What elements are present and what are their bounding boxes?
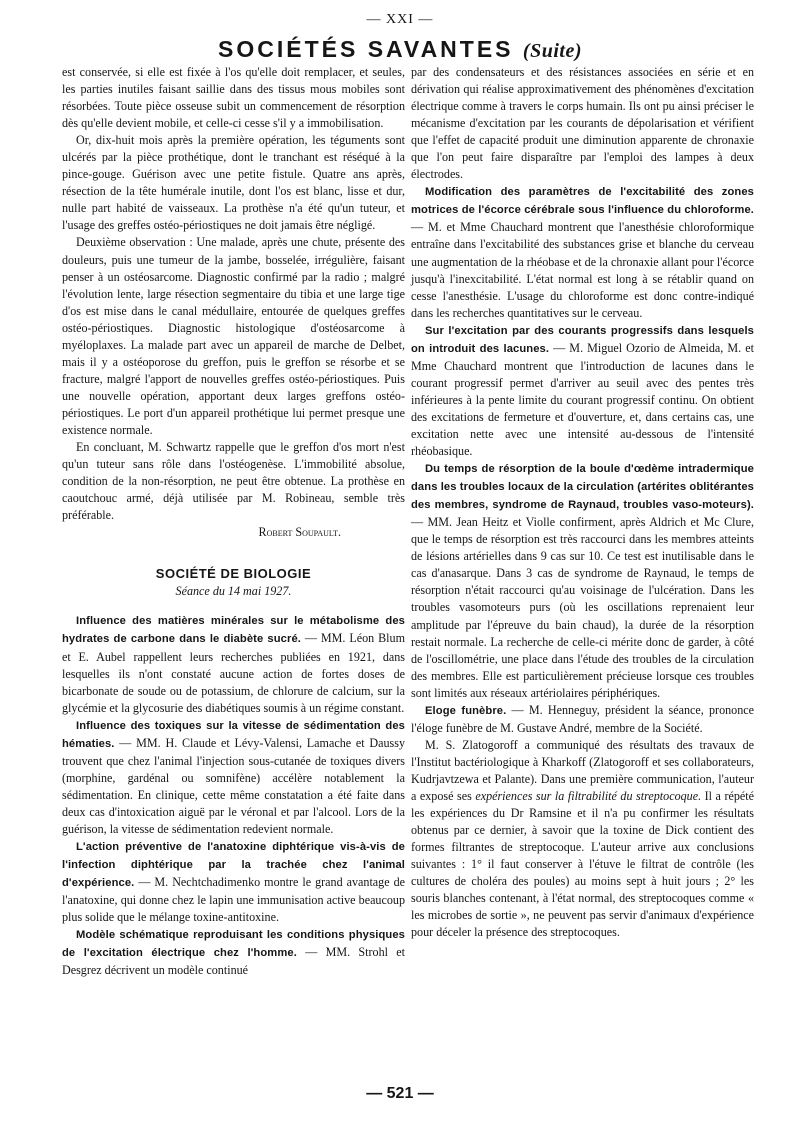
paragraph: est conservée, si elle est fixée à l'os qu'elle doit remplacer, et seules, les parties inutiles faisant saillie dans des tissus mous mobiles sont résorbées. Toute pièce osseuse subit un commencement de résorption dès qu'elle devient mobile, et celle-ci cesse s'il y a immobilisation. bbox=[62, 65, 405, 131]
abstract-heading: Eloge funèbre. bbox=[425, 704, 507, 717]
text-run: Il a répété les expériences du Dr Ramsine et il n'a pu confirmer les résultats obtenus par ce dernier, à savoir que la toxine de Dick contient des formes filtrantes de streptocoque. L'auteur arrive aux conclusions suivantes : 1° il faut conserver à l'étuve le filtrat de contrôle (les cultures de choléra des poules) au moins sept à huit jours ; 2° les souris blanches contenant, à l'état normal, des streptocoques comme « les microbes de sortie », ne peuvent pas servir d'animaux d'expérience pour déceler la présence des streptocoques. bbox=[411, 788, 754, 940]
abstract-heading: Influence des toxiques sur la vitesse de sédimentation des hématies. bbox=[62, 719, 405, 750]
italic-title: expériences sur la filtrabilité du streptocoque. bbox=[475, 788, 702, 803]
page-title bbox=[0, 36, 800, 63]
abstract-text: — MM. H. Claude et Lévy-Valensi, Lamache et Daussy trouvent que chez l'animal l'injection sous-cutanée de toxiques divers (morphine, gardénal ou somnifène) accélère notablement la sédimentation. En clinique, cette même constatation a été faite dans deux cas d'intoxication aiguë par le véronal et par l'alcool. Lors de la guérison, la vitesse de sédimentation redevient normale. bbox=[62, 735, 405, 836]
abstract-paragraph bbox=[62, 838, 405, 926]
paragraph: par des condensateurs et des résistances associées en série et en dérivation qui réalise approximativement des phénomènes d'excitation électrique comme à travers le corps humain. Ils ont pu ainsi préciser le mécanisme d'excitation par les courants de dépolarisation et vérifient que l'effet de capacité produit une diminution apparente de chronaxie que l'on peut faire disparaître par l'emploi des lampes à deux électrodes. bbox=[411, 65, 754, 182]
abstract-text: — M. Nechtchadimenko montre le grand avantage de l'anatoxine, qui donne chez le lapin une immunisation active beaucoup plus solide que le mélange toxine-antitoxine. bbox=[62, 875, 405, 925]
abstract-heading: Du temps de résorption de la boule d'œdème intradermique dans les troubles locaux de la circulation (artérites oblitérantes des membres, syndrome de Raynaud, troubles vaso-moteurs). bbox=[411, 463, 754, 512]
abstract-paragraph bbox=[411, 183, 754, 321]
left-column bbox=[62, 64, 405, 979]
abstract-text: — M. et Mme Chauchard montrent que l'anesthésie chloroformique entraîne dans l'excitabilité des substances grise et blanche du cerveau une augmentation de la rhéobase et de la chronaxie allant pour l'écorce jusqu'à l'inexcitabilité. L'état normal est long à se rétablir quand on cesse l'anesthésie. L'usage du chloroforme est donc contre-indiqué dans les recherches quantitatives sur le cerveau. bbox=[411, 220, 754, 320]
abstract-heading: Influence des matières minérales sur le métabolisme des hydrates de carbone dans le diabète sucré. bbox=[62, 615, 405, 646]
abstract-heading: Sur l'excitation par des courants progressifs dans lesquels on introduit des lacunes. bbox=[411, 324, 754, 355]
signature: Robert Soupault. bbox=[258, 525, 341, 540]
abstract-paragraph bbox=[62, 926, 405, 979]
abstract-paragraph bbox=[62, 612, 405, 716]
abstract-paragraph bbox=[411, 460, 754, 702]
section-title: SOCIÉTÉ DE BIOLOGIE bbox=[155, 566, 312, 582]
abstract-text: — M. Miguel Ozorio de Almeida, M. et Mme Chauchard montrent que l'introduction de lacunes dans le courant progressif permet d'arriver au seuil avec des pentes très inférieures à la pente limite du courant progressif continu. On obtient des excitations de fermeture et d'ouverture, et, dans certains cas, une excitation nette avec une intensité au-dessous de l'intensité rhéobasique. bbox=[411, 340, 754, 459]
right-column bbox=[411, 64, 754, 941]
abstract-text: — MM. Jean Heitz et Violle confirment, après Aldrich et Mc Clure, que le temps de résorption est très raccourci dans les membres atteints de lésions artérielles dans 9 cas sur 10. Ce test est inutilisable dans le cas d'anasarque. Dans 3 cas de syndrome de Raynaud, le temps de résorption n'était raccourci qu'au voisinage de l'ulcération. Dans les troubles vasomoteurs purs (où les oscillations reprenaient leur amplitude par l'épreuve du bain chaud), la durée de la résorption restait normale. La recherche de celle-ci mérite donc de garder, à côté de l'oscillométrie, une place dans l'étude des troubles de la circulation des membres. Elle est particulièrement précieuse lorsque ces troubles sont limités aux réseaux artériolaires périphériques. bbox=[411, 515, 754, 700]
paragraph: Or, dix-huit mois après la première opération, les téguments sont ulcérés par la pièce prothétique, dont le tranchant est réséqué à la pince-gouge. Guérison avec une petite fistule. Quatre ans après, résection de la tête humérale inutile, dont l'os est blanc, lisse et dur, nulle part habité de vaisseaux. La prothèse n'a été qu'un tuteur, et l'usage des greffes ostéo-périostiques ne doit jamais être négligé. bbox=[62, 133, 405, 233]
abstract-paragraph bbox=[62, 717, 405, 838]
abstract-paragraph bbox=[411, 322, 754, 460]
abstract-heading: L'action préventive de l'anatoxine diphtérique vis-à-vis de l'infection diphtérique par la trachée chez l'animal d'expérience. bbox=[62, 841, 405, 890]
paragraph: Deuxième observation : Une malade, après une chute, présente des douleurs, puis une tumeur de la jambe, bosselée, irrégulière, faisant penser à un ostéosarcome. Diagnostic confirmé par la radio ; malgré l'évolution lente, large résection segmentaire du tibia et une large tige d'os est mise dans le canal médullaire, entourée de quelques greffes ostéo-périostiques. Diagnostic histologique d'ostéosarcome à myéloplaxes. La malade part avec un appareil de marche de Delbet, mais il y a ostéoporose du greffon, puis le greffon se résorbe et se fracture, malgré l'apport de nouvelles greffes ostéo-périostiques. Puis une nouvelle opération, apportant deux larges greffons ostéo-périostiques. Le port d'un appareil prothétique lui permet presque une existence normale. bbox=[62, 235, 405, 437]
abstract-text: — MM. Strohl et Desgrez décrivent un modèle continué bbox=[62, 945, 405, 978]
abstract-paragraph bbox=[411, 702, 754, 737]
abstract-heading: Modification des paramètres de l'excitabilité des zones motrices de l'écorce cérébrale sous l'influence du chloroforme. bbox=[411, 186, 754, 217]
section-date: Séance du 14 mai 1927. bbox=[175, 584, 292, 599]
page-title-suite: (Suite) bbox=[522, 40, 582, 62]
text-run: M. S. Zlatogoroff a communiqué des résultats des travaux de l'Institut bactériologique à Kharkoff (Zlatogoroff et ses collaborateurs, Kudrjavtzewa et Palante). Dans une première communication, l'auteur a exposé ses bbox=[411, 737, 754, 803]
paragraph: En concluant, M. Schwartz rappelle que le greffon d'os mort n'est qu'un tuteur sans rôle dans l'ostéogenèse. L'immobilité absolue, condition de la non-résorption, ne peut être obtenue. La prothèse en caoutchouc armé, déjà utilisée par M. Robineau, semble très préférable. bbox=[62, 440, 405, 523]
page-title-main: SOCIÉTÉS SAVANTES bbox=[218, 36, 514, 62]
abstract-text: — MM. Léon Blum et E. Aubel rappellent leurs recherches publiées en 1921, dans lesquelles ils n'ont constaté aucune action de fortes doses de bicarbonate de soude ou de potassium, de chlorure de calcium, sur la glycémie et la glycosurie des diabétiques soumis à un régime constant. bbox=[62, 631, 405, 715]
page-number: — 521 — bbox=[366, 1085, 434, 1102]
paragraph bbox=[411, 737, 754, 942]
abstract-text: — M. Henneguy, président la séance, prononce l'éloge funèbre de M. Gustave André, membre de la Société. bbox=[411, 702, 754, 735]
abstract-heading: Modèle schématique reproduisant les conditions physiques de l'excitation électrique chez l'homme. bbox=[62, 929, 405, 960]
page-roman-numeral: — XXI — bbox=[366, 12, 434, 27]
